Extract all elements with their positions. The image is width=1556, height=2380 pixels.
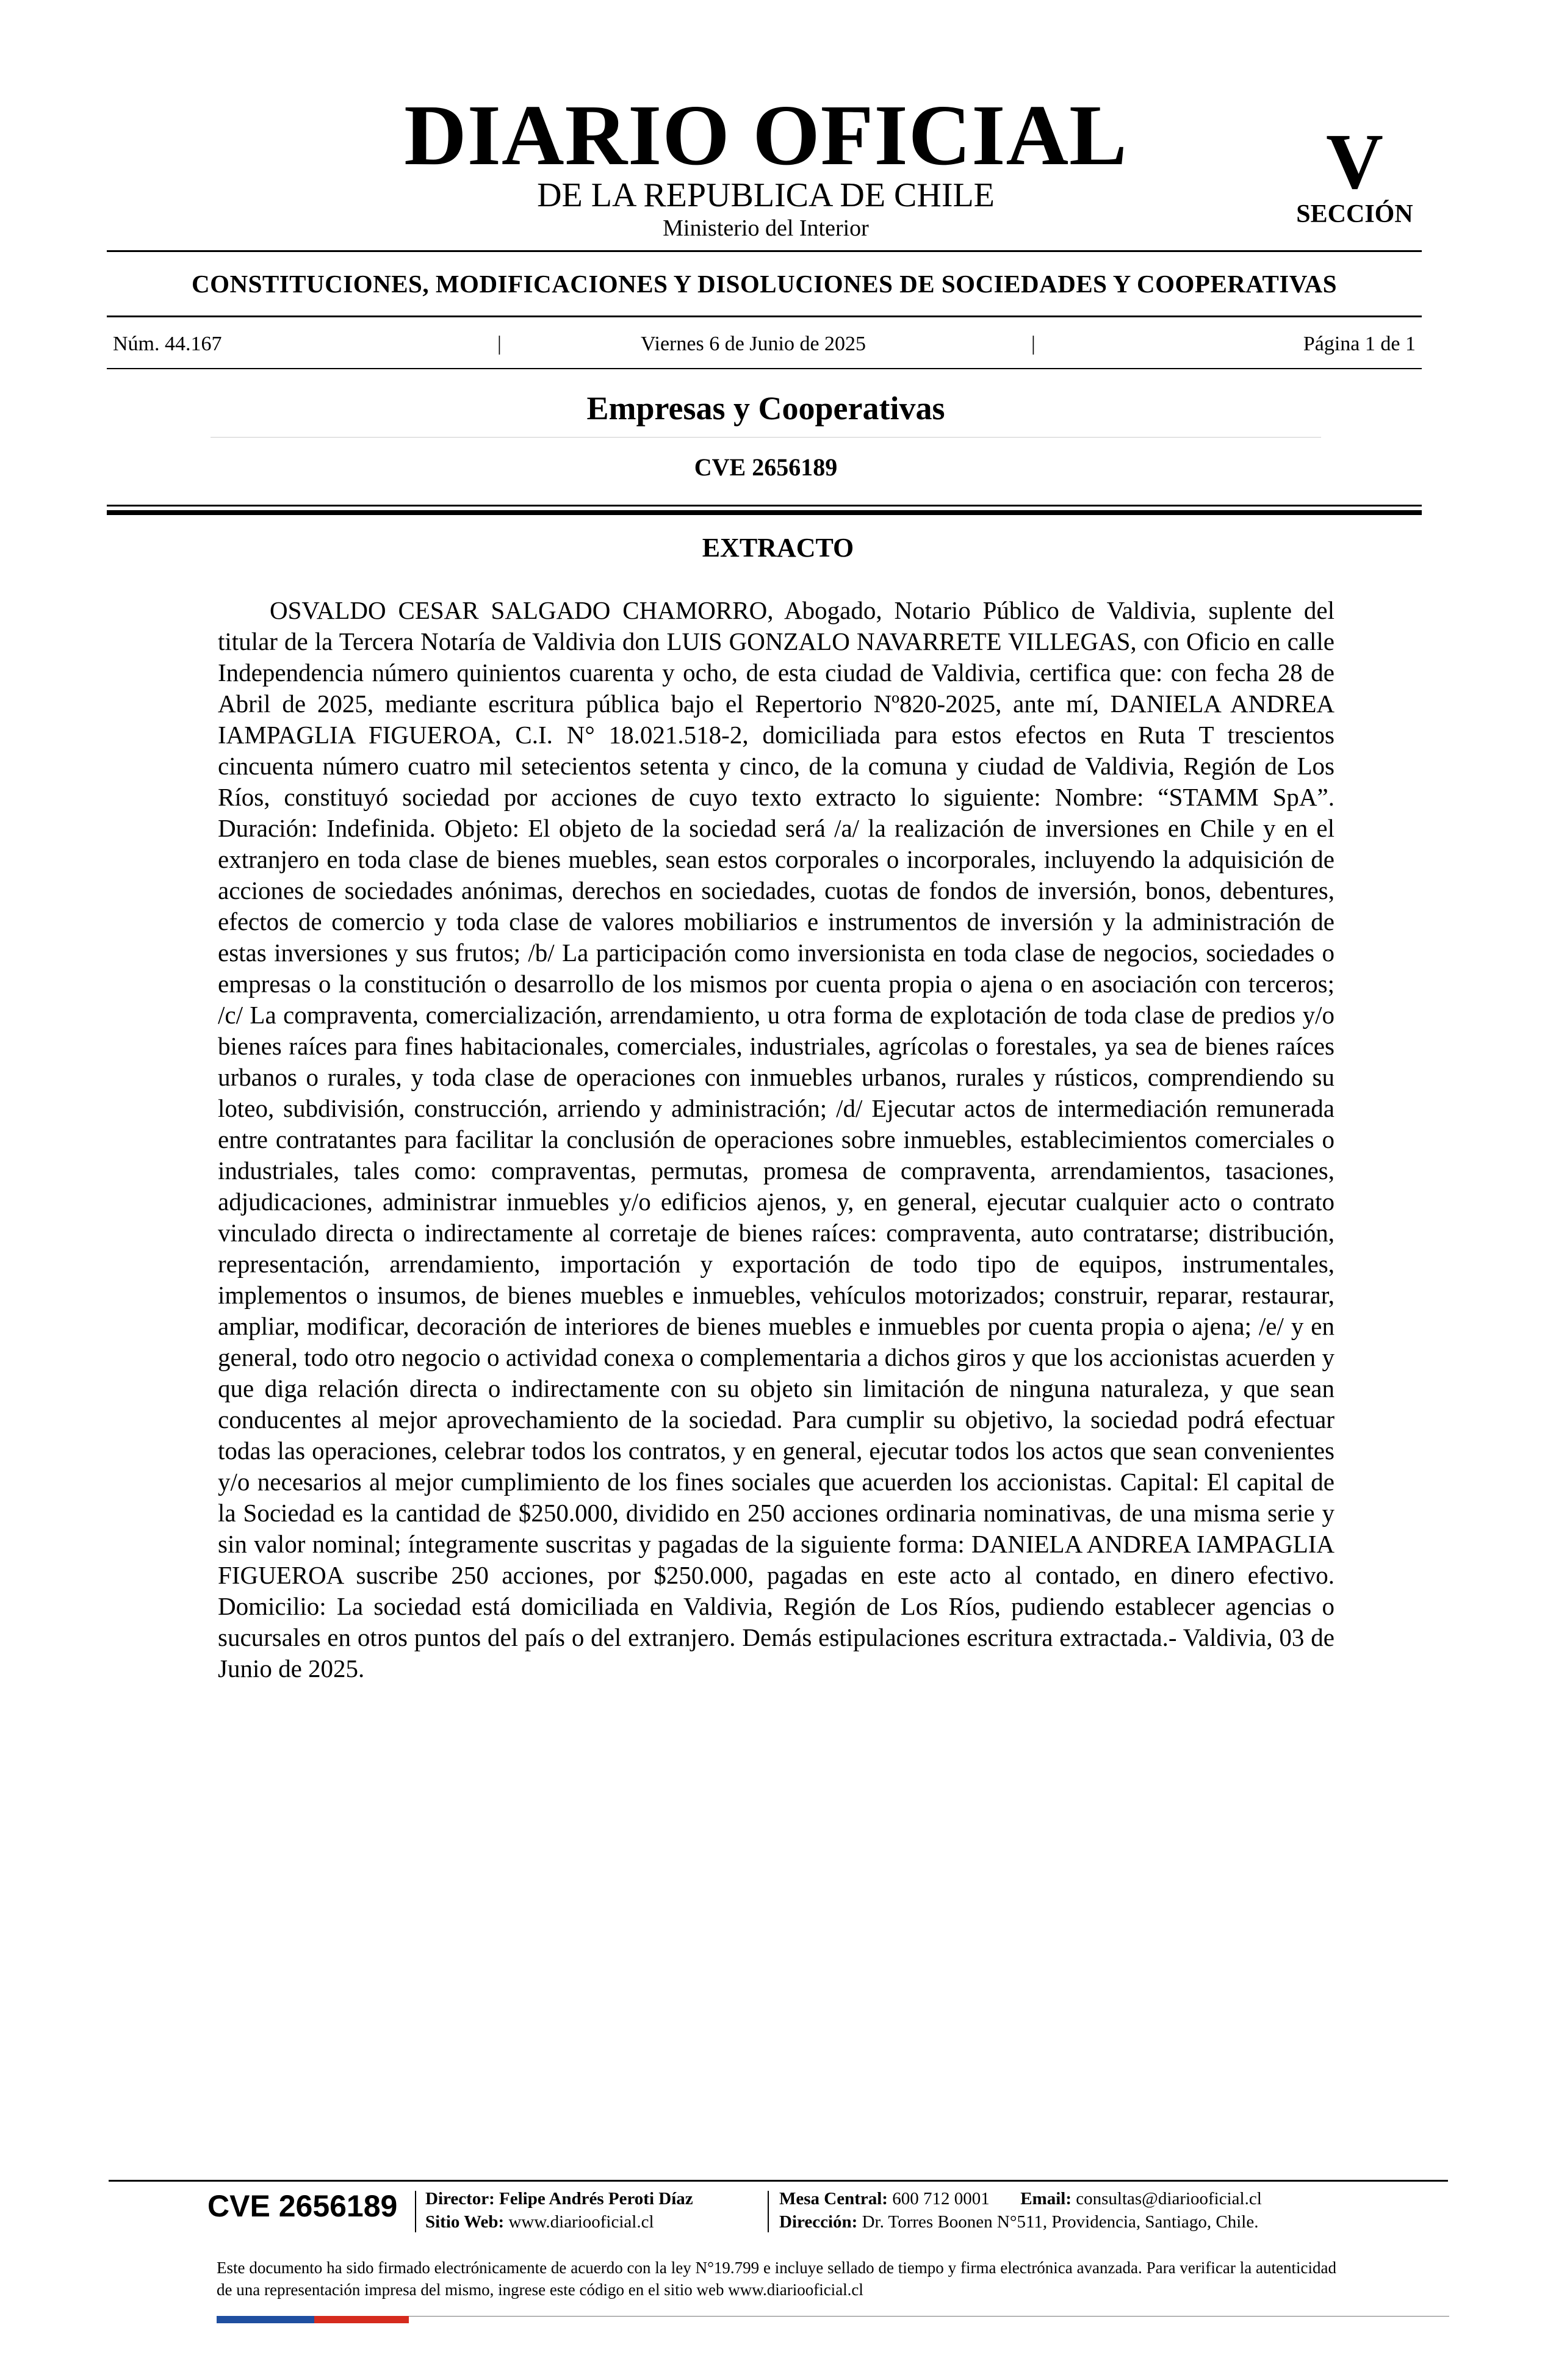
website-label: Sitio Web: [425, 2212, 505, 2232]
footer-cve-code: CVE 2656189 [207, 2189, 398, 2223]
address-text: Dr. Torres Boonen N°511, Providencia, Santiago, Chile. [862, 2212, 1259, 2232]
director-label: Director: [425, 2189, 495, 2209]
footer-separator [768, 2191, 769, 2232]
section-divider [211, 437, 1321, 438]
ministry-label: Ministerio del Interior [663, 215, 869, 241]
extract-body: OSVALDO CESAR SALGADO CHAMORRO, Abogado, Notario Público de Valdivia, suplente del titular de la Tercera Notaría de Valdivia don LUIS GONZALO NAVARRETE VILLEGAS, con Oficio en calle Independencia número quinientos cuarenta y ocho, de esta ciudad de Valdivia, certifica que: con fecha 28 de Abril de 2025, mediante escritura pública bajo el Repertorio Nº820-2025, ante mí, DANIELA ANDREA IAMPAGLIA FIGUEROA, C.I. N° 18.021.518-2, domiciliada para estos efectos en Ruta T trescientos cincuenta número cuatro mil setecientos setenta y cinco, de la comuna y ciudad de Valdivia, Región de Los Ríos, constituyó sociedad por acciones de cuyo texto extracto lo siguiente: Nombre: “STAMM SpA”. Duración: Indefinida. Objeto: El objeto de la sociedad será /a/ la realización de inversiones en Chile y en el extranjero en toda clase de bienes muebles, sean estos corporales o incorporales, incluyendo la adquisición de acciones de sociedades anónimas, derechos en sociedades, cuotas de fondos de inversión, bonos, debentures, efectos de comercio y toda clase de valores mobiliarios e instrumentos de inversión y la administración de estas inversiones y sus frutos; /b/ La participación como inversionista en toda clase de negocios, sociedades o empresas o la constitución o desarrollo de los mismos por cuenta propia o ajena o en asociación con terceros; /c/ La compraventa, comercialización, arrendamiento, u otra forma de explotación de toda clase de predios y/o bienes raíces para fines habitacionales, comerciales, industriales, agrícolas o forestales, ya sea de bienes raíces urbanos o rurales, y toda clase de operaciones con inmuebles urbanos, rurales y rústicos, comprendiendo su loteo, subdivisión, construcción, arriendo y administración; /d/ Ejecutar actos de intermediación remunerada entre contratantes para facilitar la conclusión de operaciones sobre inmuebles, establecimientos comerciales o industriales, tales como: compraventas, permutas, promesa de compraventa, arrendamientos, tasaciones, adjudicaciones, administrar inmuebles y/o edificios ajenos, y, en general, ejecutar cualquier acto o contrato vinculado directa o indirectamente al corretaje de bienes raíces: compraventa, auto contratarse; distribución, representación, arrendamiento, importación y exportación de todo tipo de equipos, instrumentales, implementos o insumos, de bienes muebles e inmuebles, vehículos motorizados; construir, reparar, restaurar, ampliar, modificar, decoración de interiores de bienes muebles e inmuebles por cuenta propia o ajena; /e/ y en general, todo otro negocio o actividad conexa o complementaria a dichos giros y que los accionistas acuerden y que diga relación directa o indirectamente con su objeto sin limitación de ninguna naturaleza, y que sean conducentes al mejor aprovechamiento de la sociedad. Para cumplir su objetivo, la sociedad podrá efectuar todas las operaciones, celebrar todos los contratos, y en general, ejecutar todos los actos que sean convenientes y/o necesarios al mejor cumplimiento de los fines sociales que acuerden los accionistas. Capital: El capital de la Sociedad es la cantidad de $250.000, dividido en 250 acciones ordinaria nominativas, de una misma serie y sin valor nominal; íntegramente suscritas y pagadas de la siguiente forma: DANIELA ANDREA IAMPAGLIA FIGUEROA suscribe 250 acciones, por $250.000, pagadas en este acto al contado, en dinero efectivo. Domicilio: La sociedad está domiciliada en Valdivia, Región de Los Ríos, pudiendo establecer agencias o sucursales en otros puntos del país o del extranjero. Demás estipulaciones escritura extractada.- Valdivia, 03 de Junio de 2025. [218, 596, 1334, 1682]
signature-notice: Este documento ha sido firmado electrónicamente de acuerdo con la ley N°19.799 e incluye sellado de tiempo y firma electrónica avanzada. Para verificar la autenticidad de una representación impresa del mismo, ingrese este código en el sitio web www.diariooficial.cl [217, 2259, 1336, 2299]
section-word: SECCIÓN [1296, 200, 1413, 228]
newspaper-subtitle: DE LA REPUBLICA DE CHILE [537, 176, 995, 214]
info-separator: | [497, 333, 502, 355]
masthead-rule-top [107, 250, 1422, 252]
page-count: Página 1 de 1 [1303, 333, 1416, 355]
footer-contact [779, 2187, 1389, 2210]
banner-rule-bottom [107, 316, 1422, 317]
footer-separator [415, 2191, 416, 2232]
heavy-rule [107, 505, 1422, 507]
cve-code: CVE 2656189 [694, 453, 838, 481]
flag-stripe-red [314, 2316, 409, 2323]
footer-rule [109, 2180, 1448, 2182]
footer-website [425, 2210, 779, 2234]
director-name: Felipe Andrés Peroti Díaz [499, 2189, 693, 2209]
info-separator: | [1031, 333, 1036, 355]
heavy-rule [107, 510, 1422, 515]
section-banner: CONSTITUCIONES, MODIFICACIONES Y DISOLUCIONES DE SOCIEDADES Y COOPERATIVAS [191, 270, 1338, 298]
document-title: EXTRACTO [702, 533, 854, 563]
mesa-label: Mesa Central: [779, 2189, 888, 2209]
section-letter: V [1326, 118, 1383, 206]
mesa-phone: 600 712 0001 [892, 2189, 990, 2209]
email-label: Email: [1020, 2189, 1072, 2209]
footer-address [779, 2210, 1389, 2234]
issue-number: Núm. 44.167 [113, 333, 222, 355]
section-title: Empresas y Cooperativas [586, 390, 945, 427]
website-link[interactable]: www.diariooficial.cl [508, 2212, 654, 2232]
newspaper-title: DIARIO OFICIAL [404, 87, 1128, 183]
issue-date: Viernes 6 de Junio de 2025 [641, 333, 866, 355]
footer-director [425, 2187, 779, 2210]
address-label: Dirección: [779, 2212, 858, 2232]
flag-stripe-blue [217, 2316, 314, 2323]
info-rule-bottom [107, 368, 1422, 369]
email-link[interactable]: consultas@diariooficial.cl [1076, 2189, 1262, 2209]
